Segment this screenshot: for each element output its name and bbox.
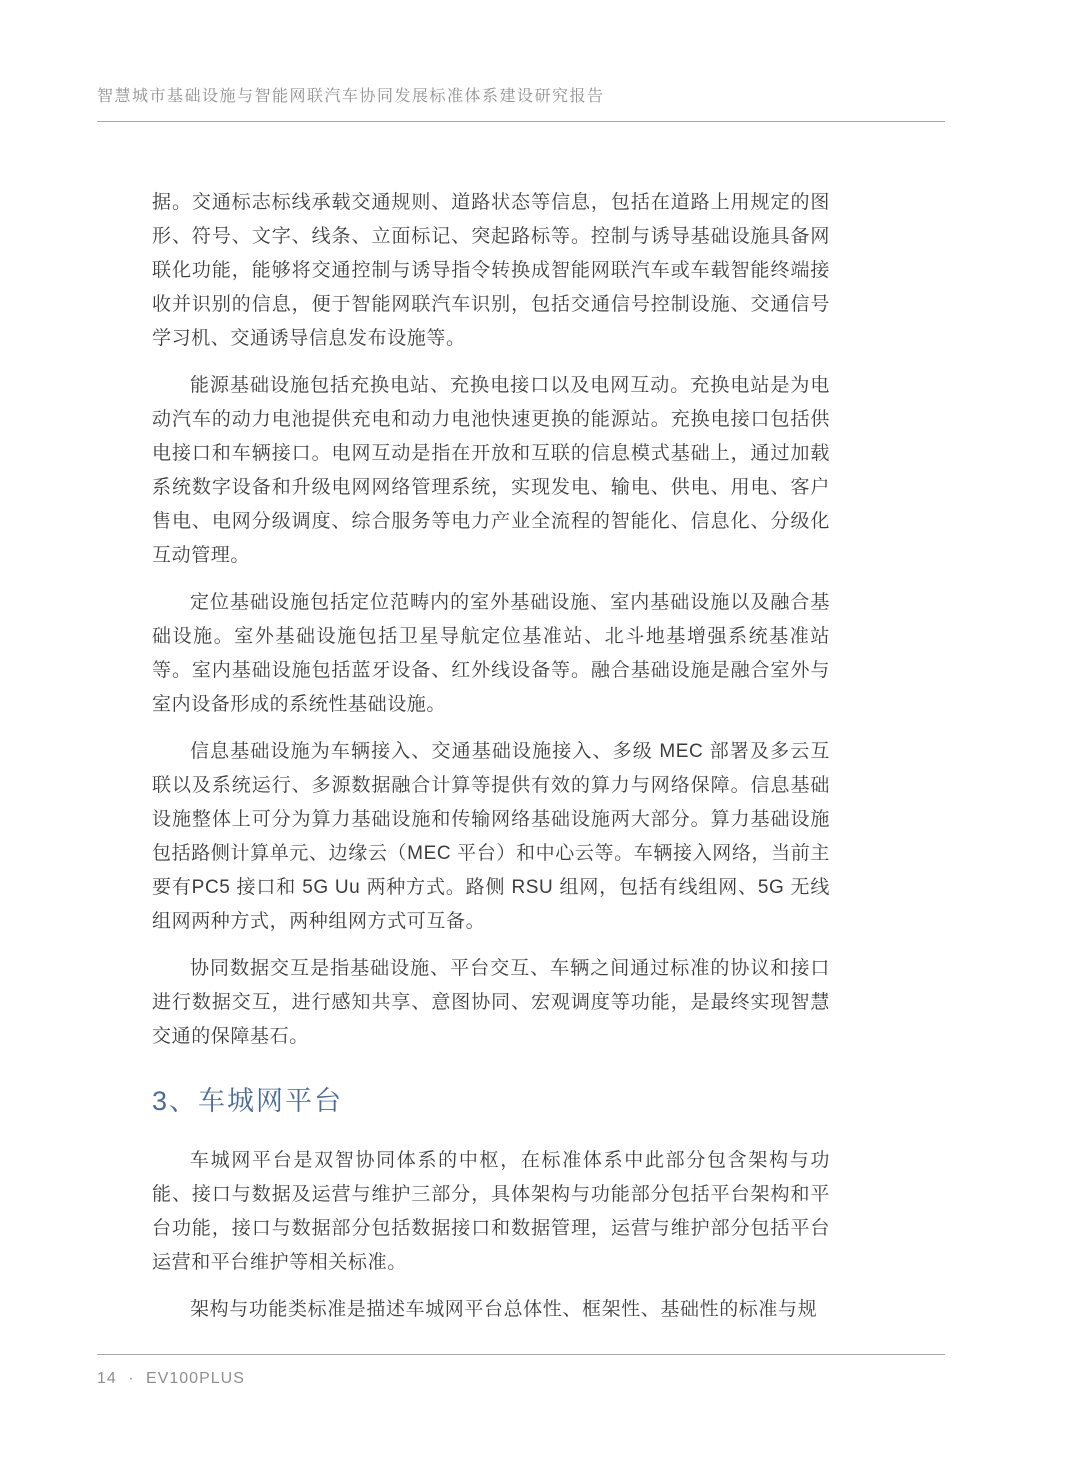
section-heading-vehicle-city-network-platform: 3、车城网平台 (152, 1086, 344, 1116)
paragraph-continuation: 据。交通标志标线承载交通规则、道路状态等信息，包括在道路上用规定的图形、符号、文字、线条、立面标记、突起路标等。控制与诱导基础设施具备网联化功能，能够将交通控制与诱导指令转换成智能网联汽车或车载智能终端接收并识别的信息，便于智能网联汽车识别，包括交通信号控制设施、交通信号学习机、交通诱导信息发布设施等。 (152, 192, 830, 349)
paragraph-energy-infrastructure: 能源基础设施包括充换电站、充换电接口以及电网互动。充换电站是为电动汽车的动力电池提供充电和动力电池快速更换的能源站。充换电接口包括供电接口和车辆接口。电网互动是指在开放和互联的信息模式基础上，通过加载系统数字设备和升级电网网络管理系统，实现发电、输电、供电、用电、客户售电、电网分级调度、综合服务等电力产业全流程的智能化、信息化、分级化互动管理。 (152, 375, 830, 566)
paragraph-collaborative-data-exchange: 协同数据交互是指基础设施、平台交互、车辆之间通过标准的协议和接口进行数据交互，进行感知共享、意图协同、宏观调度等功能，是最终实现智慧交通的保障基石。 (152, 958, 830, 1047)
paragraph-information-infrastructure: 信息基础设施为车辆接入、交通基础设施接入、多级 MEC 部署及多云互联以及系统运行、多源数据融合计算等提供有效的算力与网络保障。信息基础设施整体上可分为算力基础设施和传输网络基础设施两大部分。算力基础设施包括路侧计算单元、边缘云（MEC 平台）和中心云等。车辆接入网络，当前主要有PC5 接口和 5G Uu 两种方式。路侧 RSU 组网，包括有线组网、5G 无线组网两种方式，两种组网方式可互备。 (152, 741, 830, 932)
paragraph-positioning-infrastructure: 定位基础设施包括定位范畴内的室外基础设施、室内基础设施以及融合基础设施。室外基础设施包括卫星导航定位基准站、北斗地基增强系统基准站等。室内基础设施包括蓝牙设备、红外线设备等。融合基础设施是融合室外与室内设备形成的系统性基础设施。 (152, 592, 830, 715)
running-footer (97, 1354, 945, 1388)
paragraph-architecture-function-standards: 架构与功能类标准是描述车城网平台总体性、框架性、基础性的标准与规 (190, 1299, 818, 1320)
paragraph-platform-overview: 车城网平台是双智协同体系的中枢，在标准体系中此部分包含架构与功能、接口与数据及运营与维护三部分，具体架构与功能部分包括平台架构和平台功能，接口与数据部分包括数据接口和数据管理，运营与维护部分包括平台运营和平台维护等相关标准。 (152, 1150, 830, 1273)
page-body (152, 186, 830, 1340)
running-header (97, 86, 945, 130)
footer-separator-dot: · (128, 1370, 135, 1387)
page-number: 14 (97, 1370, 117, 1387)
report-title: 智慧城市基础设施与智能网联汽车协同发展标准体系建设研究报告 (97, 88, 605, 105)
header-divider (97, 121, 945, 122)
footer-brand: EV100PLUS (146, 1370, 245, 1387)
